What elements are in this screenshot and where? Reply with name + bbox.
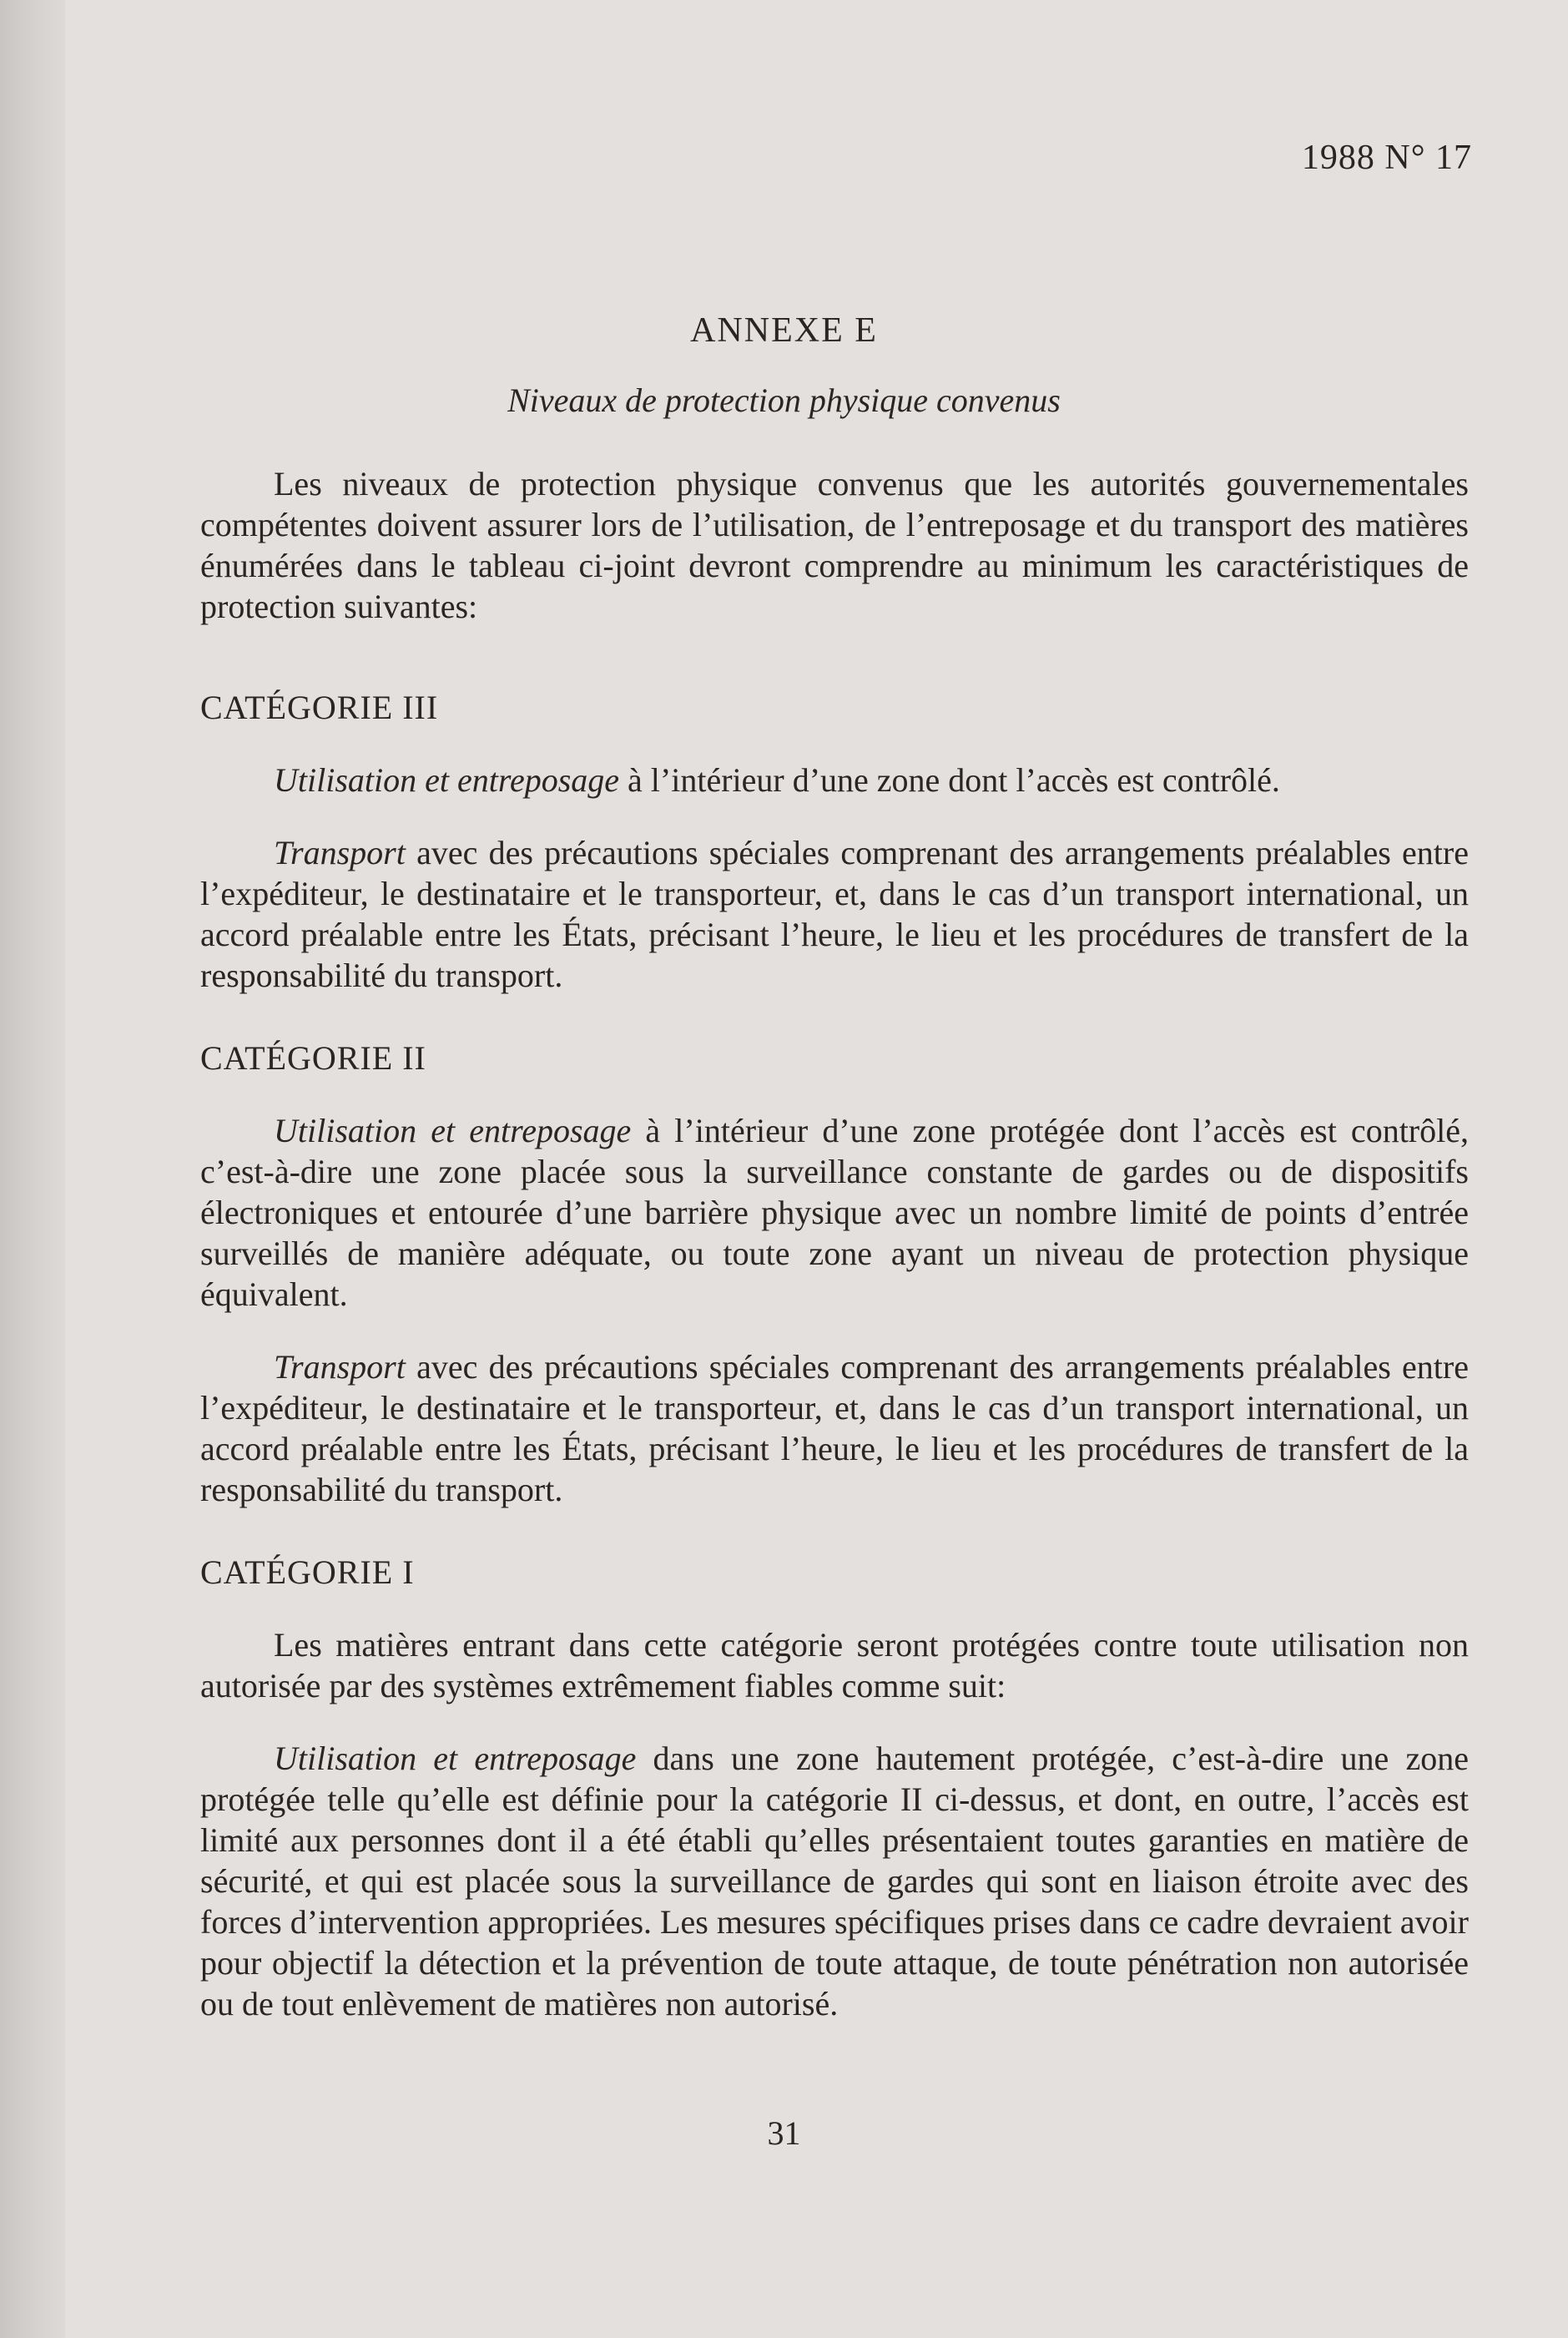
annex-subtitle: Niveaux de protection physique convenus <box>507 381 1061 419</box>
category-3-heading: CATÉGORIE III <box>200 689 439 726</box>
category-3-usage-lead: Utilisation et entreposage <box>274 761 620 799</box>
category-2-usage-paragraph <box>200 1110 1469 1315</box>
category-3-transport-lead: Transport <box>274 834 406 871</box>
annex-title-block <box>0 311 1568 420</box>
category-2-transport-lead: Transport <box>274 1348 406 1386</box>
category-1-usage-lead: Utilisation et entreposage <box>274 1740 637 1777</box>
category-3-usage-paragraph <box>200 760 1469 800</box>
category-2-heading: CATÉGORIE II <box>200 1039 426 1077</box>
document-body <box>200 463 1469 2024</box>
category-2-usage-lead: Utilisation et entreposage <box>274 1112 632 1149</box>
category-2-usage-text: à l’intérieur d’une zone protégée dont l’accès est contrôlé, c’est-à-dire une zone placée sous la surveillance constante de gardes ou de dispositifs électroniques et entourée d’une barrière physique avec un nombre limité de points d’entrée surveillés de manière adéquate, ou toute zone ayant un niveau de protection physique équivalent. <box>200 1112 1469 1313</box>
category-1-usage-paragraph <box>200 1738 1469 2024</box>
category-2-transport-paragraph <box>200 1346 1469 1510</box>
category-1-usage-text: dans une zone hautement protégée, c’est-à-dire une zone protégée telle qu’elle est définie pour la catégorie II ci-dessus, et dont, en outre, l’accès est limité aux personnes dont il a été établi qu’elles présentaient toutes garanties en matière de sécurité, et qui est placée sous la surveillance de gardes qui sont en liaison étroite avec des forces d’intervention appropriées. Les mesures spécifiques prises dans ce cadre devraient avoir pour objectif la détection et la prévention de toute attaque, de toute pénétration non autorisée ou de tout enlèvement de matières non autorisé. <box>200 1740 1469 2022</box>
category-2-transport-text: avec des précautions spéciales comprenant des arrangements préalables entre l’expéditeur, le destinataire et le transporteur, et, dans le cas d’un transport international, un accord préalable entre les États, précisant l’heure, le lieu et les procédures de transfert de la responsabilité du transport. <box>200 1348 1469 1508</box>
category-1-heading: CATÉGORIE I <box>200 1553 415 1591</box>
category-3-transport-paragraph <box>200 832 1469 996</box>
category-3-usage-text: à l’intérieur d’une zone dont l’accès est contrôlé. <box>619 761 1280 799</box>
category-1-intro-paragraph: Les matières entrant dans cette catégorie seront protégées contre toute utilisation non autorisée par des systèmes extrêmement fiables comme suit: <box>200 1626 1469 1704</box>
category-3-transport-text: avec des précautions spéciales comprenant des arrangements préalables entre l’expéditeur, le destinataire et le transporteur, et, dans le cas d’un transport international, un accord préalable entre les États, précisant l’heure, le lieu et les procédures de transfert de la responsabilité du transport. <box>200 834 1469 994</box>
annex-title: ANNEXE E <box>690 311 878 350</box>
intro-paragraph: Les niveaux de protection physique convenus que les autorités gouvernementales compétentes doivent assurer lors de l’utilisation, de l’entreposage et du transport des matières énumérées dans le tableau ci-joint devront comprendre au minimum les caractéristiques de protection suivantes: <box>200 465 1469 625</box>
page-number: 31 <box>767 2114 801 2152</box>
header-year-number: 1988 N° 17 <box>1301 139 1472 177</box>
